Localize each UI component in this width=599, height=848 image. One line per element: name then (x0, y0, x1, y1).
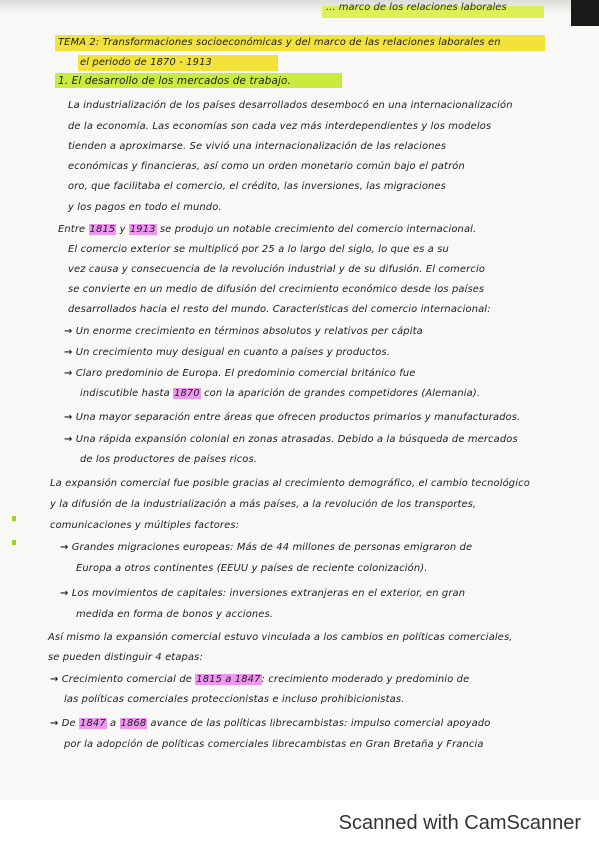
paragraph-line: se convierte en un medio de difusión del crecimiento económico desde los países (68, 284, 485, 295)
year-highlight: 1815 (89, 224, 116, 235)
title-line-2: el periodo de 1870 - 1913 (80, 57, 212, 68)
year-highlight: 1870 (174, 388, 200, 399)
bullet-item: → Una rápida expansión colonial en zonas atrasadas. Debido a la búsqueda de mercados (64, 434, 518, 445)
arrow-icon: → (50, 674, 59, 685)
dark-corner (571, 0, 599, 26)
paragraph-line: se pueden distinguir 4 etapas: (48, 652, 203, 663)
paragraph-line: La expansión comercial fue posible gracias al crecimiento demográfico, el cambio tecnológico (50, 478, 530, 489)
bullet-continuation: por la adopción de políticas comerciales librecambistas en Gran Bretaña y Francia (64, 739, 484, 750)
year-highlight: 1815 a 1847 (196, 674, 261, 685)
year-highlight: 1913 (129, 224, 156, 235)
year-highlight: 1847 (80, 718, 106, 729)
bullet-item: → Claro predominio de Europa. El predominio comercial británico fue (64, 368, 416, 379)
paragraph-line: comunicaciones y múltiples factores: (50, 520, 240, 531)
title-line-1: TEMA 2: Transformaciones socioeconómicas y del marco de las relaciones laborales en (58, 37, 501, 48)
year-highlight: 1868 (120, 718, 147, 729)
arrow-icon: → (50, 718, 59, 729)
bullet-item: → Grandes migraciones europeas: Más de 44 millones de personas emigraron de (60, 542, 473, 553)
arrow-icon: → (64, 326, 73, 337)
title-years: 1870 - 1913 (150, 57, 212, 68)
bullet-item: → Una mayor separación entre áreas que ofrecen productos primarios y manufacturados. (64, 412, 521, 423)
paragraph-line: tienden a aproximarse. Se vivió una internacionalización de las relaciones (68, 141, 447, 152)
bullet-continuation: Europa a otros continentes (EEUU y países de reciente colonización). (76, 563, 428, 574)
paragraph-line: El comercio exterior se multiplicó por 25 a lo largo del siglo, lo que es a su (68, 244, 449, 255)
scanner-watermark: Scanned with CamScanner (338, 812, 581, 834)
paragraph-line: de la economía. Las economías son cada vez más interdependientes y los modelos (68, 121, 492, 132)
top-header-text: ... marco de los relaciones laborales (326, 2, 507, 13)
paragraph-line: Así mismo la expansión comercial estuvo vinculada a los cambios en políticas comerciales, (48, 632, 513, 643)
bullet-continuation: medida en forma de bonos y acciones. (76, 609, 274, 620)
paragraph-line: La industrialización de los países desarrollados desembocó en una internacionalización (68, 100, 513, 111)
arrow-icon: → (64, 368, 73, 379)
paragraph-line: vez causa y consecuencia de la revolución industrial y de su difusión. El comercio (68, 264, 486, 275)
margin-mark (12, 540, 16, 545)
bullet-item: → Los movimientos de capitales: inversiones extranjeras en el exterior, en gran (60, 588, 466, 599)
paragraph-line: y los pagos en todo el mundo. (68, 202, 222, 213)
margin-mark (12, 516, 16, 521)
arrow-icon: → (64, 434, 73, 445)
bullet-item: → Crecimiento comercial de 1815 a 1847: crecimiento moderado y predominio de (50, 674, 470, 685)
arrow-icon: → (64, 347, 73, 358)
arrow-icon: → (60, 588, 69, 599)
bullet-continuation: de los productores de países ricos. (80, 454, 258, 465)
arrow-icon: → (60, 542, 69, 553)
paragraph-line: Entre 1815 y 1913 se produjo un notable crecimiento del comercio internacional. (58, 224, 477, 235)
paragraph-line: desarrollados hacia el resto del mundo. Características del comercio internacional: (68, 304, 491, 315)
arrow-icon: → (64, 412, 73, 423)
bullet-item: → De 1847 a 1868 avance de las políticas librecambistas: impulso comercial apoyado (50, 718, 491, 729)
bullet-item: → Un crecimiento muy desigual en cuanto a países y productos. (64, 347, 391, 358)
paragraph-line: oro, que facilitaba el comercio, el crédito, las inversiones, las migraciones (68, 181, 446, 192)
bullet-continuation: indiscutible hasta 1870 con la aparición de grandes competidores (Alemania). (80, 388, 481, 399)
paragraph-line: económicas y financieras, así como un orden monetario común bajo el patrón (68, 161, 465, 172)
paragraph-line: y la difusión de la industrialización a más países, a la revolución de los transportes, (50, 499, 477, 510)
section-heading: 1. El desarrollo de los mercados de trabajo. (58, 75, 291, 87)
bullet-item: → Un enorme crecimiento en términos absolutos y relativos per cápita (64, 326, 423, 337)
bullet-continuation: las políticas comerciales proteccionistas e incluso prohibicionistas. (64, 694, 405, 705)
